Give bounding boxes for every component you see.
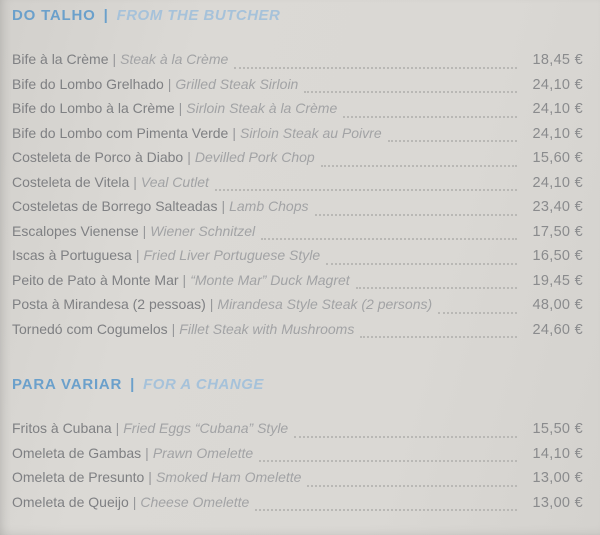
dotted-leader bbox=[360, 336, 517, 338]
item-name bbox=[12, 296, 432, 312]
dotted-leader bbox=[261, 238, 517, 240]
item-name bbox=[12, 272, 350, 288]
item-price: 24,10 € bbox=[532, 101, 583, 117]
item-price: 16,50 € bbox=[532, 248, 583, 264]
item-name-en: Fillet Steak with Mushrooms bbox=[179, 320, 355, 337]
menu-item-row bbox=[12, 321, 583, 346]
item-name-pt: Bife do Lombo à la Crème bbox=[12, 100, 175, 116]
pipe-separator: | bbox=[132, 493, 137, 510]
pipe-separator: | bbox=[112, 51, 117, 67]
item-price: 15,60 € bbox=[532, 150, 583, 166]
item-name-pt: Fritos à Cubana bbox=[12, 420, 112, 436]
dotted-leader bbox=[215, 189, 517, 191]
item-price: 24,10 € bbox=[532, 125, 583, 142]
menu-item-row bbox=[12, 420, 583, 445]
menu-section-do-talho bbox=[12, 6, 583, 345]
item-name-en: Fried Liver Portuguese Style bbox=[143, 247, 321, 263]
item-name-pt: Omeleta de Queijo bbox=[12, 493, 129, 510]
menu-item-row bbox=[12, 125, 583, 150]
item-name-en: Grilled Steak Sirloin bbox=[175, 75, 299, 92]
item-name bbox=[12, 247, 320, 263]
menu-item-row bbox=[12, 174, 583, 199]
item-name-pt: Bife à la Crème bbox=[12, 51, 109, 67]
item-name-pt: Posta à Mirandesa (2 pessoas) bbox=[12, 296, 206, 312]
item-name-en: Wiener Schnitzel bbox=[150, 222, 256, 239]
dotted-leader bbox=[255, 509, 517, 511]
item-name-en: Devilled Pork Chop bbox=[194, 149, 315, 165]
pipe-separator: | bbox=[171, 320, 176, 337]
dotted-leader bbox=[326, 263, 517, 265]
item-name bbox=[12, 198, 309, 214]
pipe-separator: | bbox=[182, 271, 187, 288]
menu-item-row bbox=[12, 272, 583, 297]
item-name bbox=[12, 469, 301, 485]
menu-item-row bbox=[12, 223, 583, 248]
pipe-separator: | bbox=[232, 124, 236, 141]
item-name-en: Cheese Omelette bbox=[140, 493, 250, 510]
item-name-pt: Omeleta de Gambas bbox=[12, 444, 142, 461]
item-name bbox=[12, 100, 337, 116]
item-name bbox=[12, 494, 249, 510]
dotted-leader bbox=[234, 67, 517, 69]
pipe-separator: | bbox=[178, 100, 183, 116]
pipe-separator: | bbox=[145, 444, 149, 461]
menu-item-row bbox=[12, 51, 583, 76]
item-name-en: Steak à la Crème bbox=[120, 51, 229, 67]
item-name-pt: Costeletas de Borrego Salteadas bbox=[12, 198, 218, 214]
item-price: 18,45 € bbox=[532, 52, 583, 68]
item-price: 24,10 € bbox=[532, 76, 583, 93]
section-title-pt: PARA VARIAR bbox=[12, 376, 123, 393]
item-name bbox=[12, 125, 382, 141]
item-price: 15,50 € bbox=[532, 421, 583, 437]
pipe-separator: | bbox=[142, 222, 147, 239]
menu-item-row bbox=[12, 445, 583, 470]
item-name-en: “Monte Mar” Duck Magret bbox=[190, 271, 350, 288]
section-title-en: FOR A CHANGE bbox=[143, 376, 264, 393]
item-name-en: Sirloin Steak au Poivre bbox=[239, 124, 382, 141]
item-name bbox=[12, 321, 354, 337]
item-name-pt: Peito de Pato à Monte Mar bbox=[12, 271, 179, 288]
dotted-leader bbox=[294, 436, 517, 438]
dotted-leader bbox=[438, 312, 517, 314]
item-name-pt: Costeleta de Vitela bbox=[12, 173, 130, 190]
item-price: 13,00 € bbox=[532, 494, 583, 511]
item-name-en: Veal Cutlet bbox=[140, 173, 209, 190]
menu-item-row bbox=[12, 76, 583, 101]
item-name-pt: Tornedó com Cogumelos bbox=[12, 320, 168, 337]
item-name-pt: Iscas à Portuguesa bbox=[12, 247, 132, 263]
pipe-separator: | bbox=[130, 376, 136, 393]
item-price: 24,10 € bbox=[532, 174, 583, 191]
pipe-separator: | bbox=[167, 75, 172, 92]
pipe-separator: | bbox=[148, 469, 152, 485]
menu-item-row bbox=[12, 198, 583, 223]
item-name-pt: Omeleta de Presunto bbox=[12, 469, 145, 485]
item-name bbox=[12, 420, 288, 436]
item-name-pt: Escalopes Vienense bbox=[12, 222, 139, 239]
item-name bbox=[12, 445, 253, 461]
item-price: 23,40 € bbox=[532, 199, 583, 215]
section-header bbox=[12, 375, 583, 395]
dotted-leader bbox=[321, 165, 517, 167]
menu-section-para-variar bbox=[12, 375, 583, 518]
menu-item-row bbox=[12, 296, 583, 321]
dotted-leader bbox=[315, 214, 518, 216]
item-name-en: Mirandesa Style Steak (2 persons) bbox=[217, 296, 433, 312]
item-price: 48,00 € bbox=[532, 297, 583, 313]
item-name-en: Fried Eggs “Cubana” Style bbox=[123, 420, 289, 436]
menu-item-row bbox=[12, 469, 583, 494]
pipe-separator: | bbox=[133, 173, 137, 190]
section-title-en: FROM THE BUTCHER bbox=[116, 7, 281, 24]
item-name-en: Lamb Chops bbox=[229, 198, 309, 214]
item-name-en: Sirloin Steak à la Crème bbox=[186, 100, 338, 116]
item-name-pt: Costeleta de Porco à Diabo bbox=[12, 149, 184, 165]
menu-item-list bbox=[12, 420, 583, 518]
pipe-separator: | bbox=[135, 247, 140, 263]
item-name bbox=[12, 223, 255, 239]
dotted-leader bbox=[343, 116, 517, 118]
item-name bbox=[12, 149, 315, 165]
item-price: 17,50 € bbox=[532, 223, 583, 240]
item-name-pt: Bife do Lombo Grelhado bbox=[12, 75, 164, 92]
dotted-leader bbox=[259, 460, 517, 462]
menu-item-row bbox=[12, 247, 583, 272]
dotted-leader bbox=[307, 485, 517, 487]
pipe-separator: | bbox=[221, 198, 226, 214]
menu-item-list bbox=[12, 51, 583, 345]
item-price: 19,45 € bbox=[532, 272, 583, 289]
dotted-leader bbox=[388, 140, 517, 142]
item-name-en: Prawn Omelette bbox=[152, 444, 254, 461]
dotted-leader bbox=[356, 287, 517, 289]
section-title-pt: DO TALHO bbox=[12, 7, 96, 24]
item-name-en: Smoked Ham Omelette bbox=[155, 469, 302, 485]
item-price: 24,60 € bbox=[532, 321, 583, 338]
item-name bbox=[12, 174, 209, 190]
item-name bbox=[12, 76, 298, 92]
dotted-leader bbox=[304, 91, 517, 93]
menu-item-row bbox=[12, 100, 583, 125]
section-header bbox=[12, 6, 583, 26]
pipe-separator: | bbox=[187, 149, 191, 165]
item-price: 14,10 € bbox=[532, 445, 583, 462]
item-name bbox=[12, 51, 228, 67]
item-price: 13,00 € bbox=[532, 470, 583, 486]
pipe-separator: | bbox=[115, 420, 120, 436]
menu-item-row bbox=[12, 149, 583, 174]
pipe-separator: | bbox=[209, 296, 214, 312]
menu-item-row bbox=[12, 494, 583, 519]
item-name-pt: Bife do Lombo com Pimenta Verde bbox=[12, 124, 229, 141]
pipe-separator: | bbox=[103, 7, 109, 24]
